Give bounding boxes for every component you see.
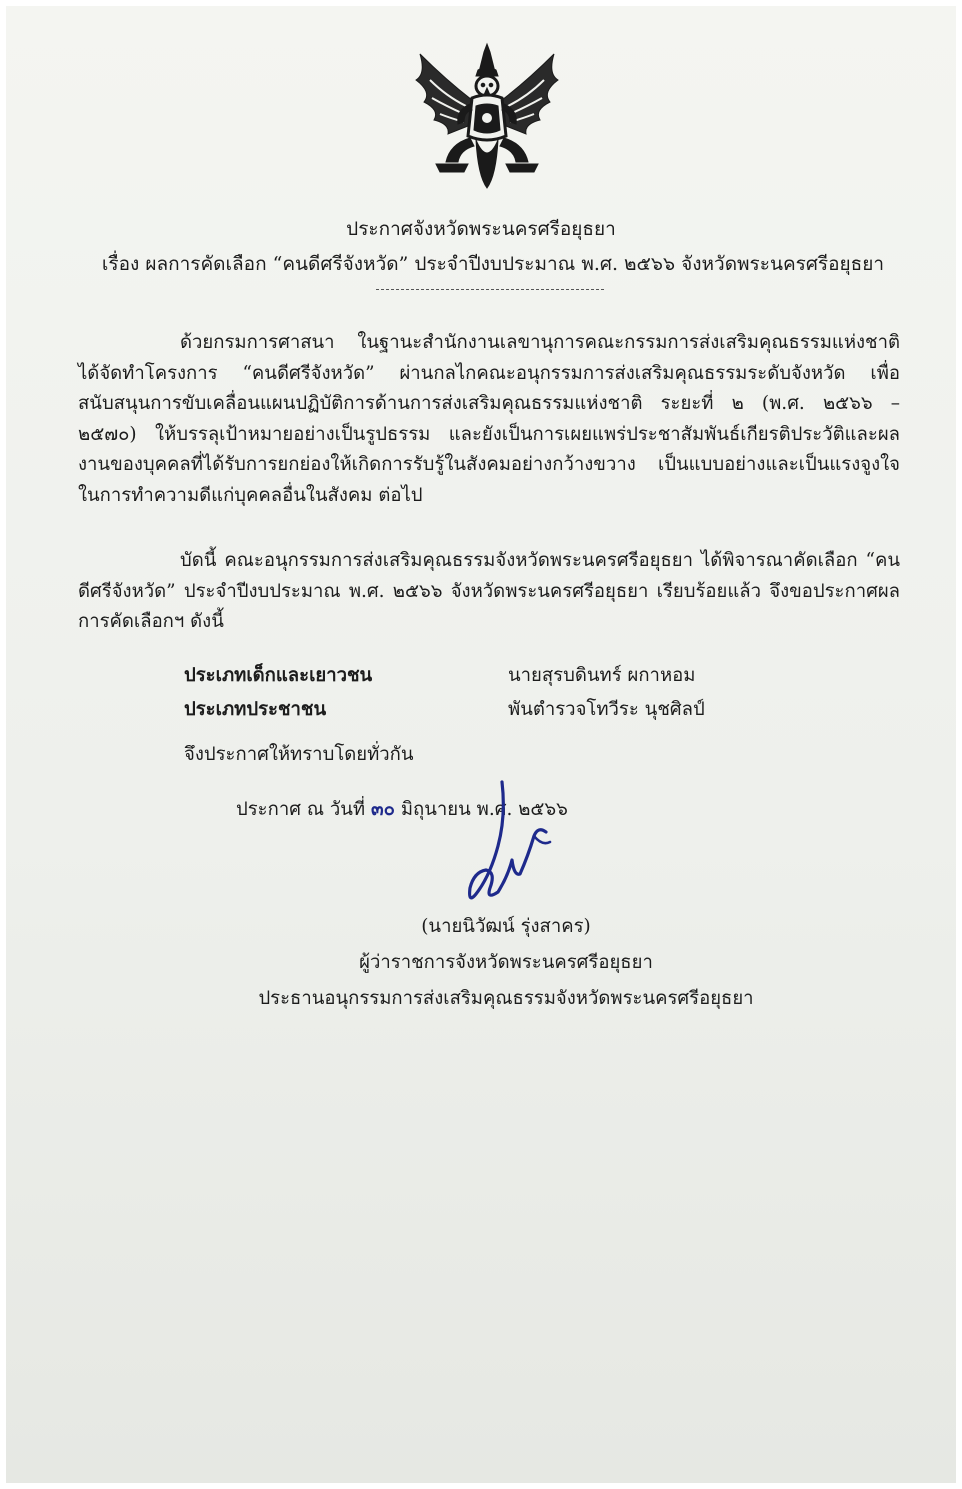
announcement-document <box>6 6 956 1483</box>
date-month-year: มิถุนายน พ.ศ. ๒๕๖๖ <box>400 799 568 820</box>
handwritten-signature <box>446 776 566 916</box>
result-category-public: ประเภทประชาชน <box>184 699 327 720</box>
garuda-emblem-icon <box>406 40 568 192</box>
signatory-position-1: ผู้ว่าราชการจังหวัดพระนครศรีอยุธยา <box>359 952 653 973</box>
result-category-youth: ประเภทเด็กและเยาวชน <box>184 665 373 686</box>
announcement-subject: เรื่อง ผลการคัดเลือก “คนดีศรีจังหวัด” ประจำปีงบประมาณ พ.ศ. ๒๕๖๖ จังหวัดพระนครศรีอยุธยา <box>101 253 885 275</box>
body-paragraph-2: บัดนี้ คณะอนุกรรมการส่งเสริมคุณธรรมจังหวัดพระนครศรีอยุธยา ได้พิจารณาคัดเลือก “คนดีศรีจังหวัด” ประจำปีงบประมาณ พ.ศ. ๒๕๖๖ จังหวัดพระนครศรีอยุธยา เรียบร้อยแล้ว จึงขอประกาศผลการคัดเลือกฯ ดังนี้ <box>78 550 900 632</box>
divider-line <box>376 289 604 290</box>
closing-statement: จึงประกาศให้ทราบโดยทั่วกัน <box>184 744 414 765</box>
announcement-title: ประกาศจังหวัดพระนครศรีอยุธยา <box>346 218 616 240</box>
result-name-youth: นายสุรบดินทร์ ผกาหอม <box>508 665 696 686</box>
date-day: ๓๐ <box>371 799 395 820</box>
signatory-position-2: ประธานอนุกรรมการส่งเสริมคุณธรรมจังหวัดพระนครศรีอยุธยา <box>258 988 754 1009</box>
signatory-name: (นายนิวัฒน์ รุ่งสาคร) <box>421 916 591 937</box>
date-prefix: ประกาศ ณ วันที่ <box>236 799 366 820</box>
body-paragraph-1: ด้วยกรมการศาสนา ในฐานะสำนักงานเลขานุการคณะกรรมการส่งเสริมคุณธรรมแห่งชาติ ได้จัดทำโครงการ “คนดีศรีจังหวัด” ผ่านกลไกคณะอนุกรรมการส่งเสริมคุณธรรมระดับจังหวัด เพื่อสนับสนุนการขับเคลื่อนแผนปฏิบัติการด้านการส่งเสริมคุณธรรมแห่งชาติ ระยะที่ ๒ (พ.ศ. ๒๕๖๖ – ๒๕๗๐) ให้บรรลุเป้าหมายอย่างเป็นรูปธรรม และยังเป็นการเผยแพร่ประชาสัมพันธ์เกียรติประวัติและผลงานของบุคคลที่ได้รับการยกย่องให้เกิดการรับรู้ในสังคมอย่างกว้างขวาง เป็นแบบอย่างและเป็นแรงจูงใจในการทำความดีแก่บุคคลอื่นในสังคม ต่อไป <box>78 332 900 506</box>
result-name-public: พันตำรวจโทวีระ นุชศิลป์ <box>508 699 705 720</box>
